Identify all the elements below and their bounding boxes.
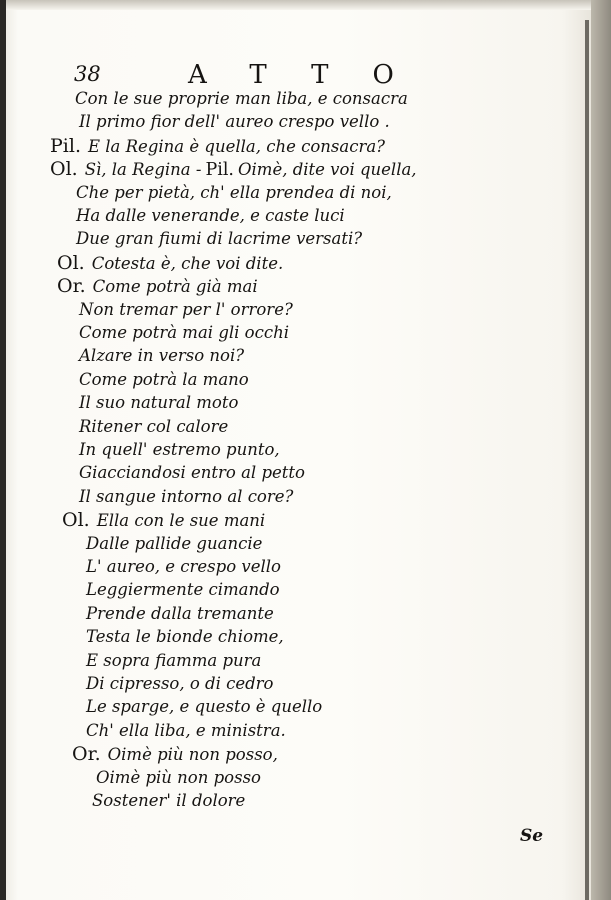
verse-line [0, 462, 611, 484]
speaker-label: Ol. [57, 251, 85, 274]
verse-line [0, 135, 590, 158]
verse-line [0, 416, 611, 438]
verse-text-span: L' aureo, e crespo vello [86, 557, 281, 576]
verse-line [0, 509, 602, 532]
verse-text-span: Oimè più non posso [96, 767, 261, 787]
verse-line [0, 88, 611, 110]
verse-text-span: Il primo fior dell' aureo crespo vello . [79, 112, 390, 132]
verse-line [0, 299, 611, 321]
verse-line [0, 252, 597, 275]
verse-line [0, 439, 611, 461]
verse-text-span: Ella con le sue mani [96, 511, 266, 531]
verse-text-span: Oimè più non posso, [107, 745, 278, 765]
verse-line [0, 743, 611, 766]
verse-line [0, 392, 611, 414]
speaker-label: Ol. [62, 509, 90, 532]
verse-line [0, 790, 611, 812]
page-top-shadow [0, 0, 611, 10]
verse-line [0, 345, 611, 367]
verse-text-span: Con le sue proprie man liba, e consacra [75, 89, 408, 108]
verse-line [0, 626, 611, 648]
verse-text-span: Che per pietà, ch' ella prendea di noi, [76, 182, 392, 202]
catchword: Se [520, 826, 544, 846]
verse-text-span: Non tremar per l' orrore? [79, 299, 293, 319]
verse-line [0, 603, 611, 625]
verse-text-span: Testa le bionde chiome, [86, 627, 284, 647]
verse-text-span: Come potrà mai gli occhi [79, 323, 289, 342]
verse-line [0, 533, 611, 555]
verse-text-span: Ch' ella liba, e ministra. [86, 720, 286, 740]
verse-text-span: Come potrà la mano [79, 369, 249, 389]
verse-text-span: Sì, la Regina - [84, 160, 202, 180]
verse-line [0, 486, 611, 508]
verse-text-span: Alzare in verso noi? [79, 346, 245, 366]
verse-line [0, 579, 611, 601]
page-number: 38 [74, 62, 101, 86]
verse-text-span: Dalle pallide guancie [86, 533, 263, 553]
speaker-label: Pil. [50, 134, 81, 157]
speaker-label: Or. [57, 275, 86, 298]
verse-line [0, 322, 611, 344]
verse-text-span: In quell' estremo punto, [79, 440, 280, 459]
verse-text-span: Giacciandosi entro al petto [79, 463, 305, 483]
verse-text-span: Di cipresso, o di cedro [86, 674, 274, 693]
verse-text-span: E sopra fiamma pura [86, 650, 262, 670]
verse-text-span: Oimè, dite voi quella, [238, 160, 417, 180]
running-title: ATTO [188, 60, 438, 90]
verse-text-span: Sostener' il dolore [92, 791, 246, 810]
verse-line [0, 369, 611, 391]
verse-line [0, 228, 611, 250]
verse-text-span: Ha dalle venerande, e caste luci [76, 206, 345, 225]
verse-line [0, 111, 611, 133]
verse-line [0, 275, 597, 298]
verse-line [0, 556, 611, 578]
verse-text-span: Cotesta è, che voi dite. [91, 253, 284, 273]
verse-text-span: Come potrà già mai [92, 277, 258, 297]
verse-text-span: Leggiermente cimando [86, 580, 280, 600]
speaker-label: Or. [72, 743, 101, 766]
verse-text-span: Ritener col calore [79, 416, 229, 436]
verse-text-span: Prende dalla tremante [86, 603, 274, 623]
verse-line [0, 182, 611, 204]
verse-text-span: Le sparge, e questo è quello [86, 697, 323, 717]
verse-line [0, 767, 611, 789]
speaker-label: Pil. [205, 160, 234, 181]
verse-text-span: Due gran fiumi di lacrime versati? [76, 229, 363, 249]
verse-line [0, 650, 611, 672]
verse-line [0, 720, 611, 742]
verse-line [0, 205, 611, 227]
verse-text-span: Il sangue intorno al core? [79, 486, 294, 506]
verse-line [0, 696, 611, 718]
speaker-label: Ol. [50, 158, 78, 181]
verse-line [0, 673, 611, 695]
verse-text-span: Il suo natural moto [79, 393, 239, 413]
verse-line [0, 158, 590, 181]
verse-text-span: E la Regina è quella, che consacra? [87, 136, 386, 156]
